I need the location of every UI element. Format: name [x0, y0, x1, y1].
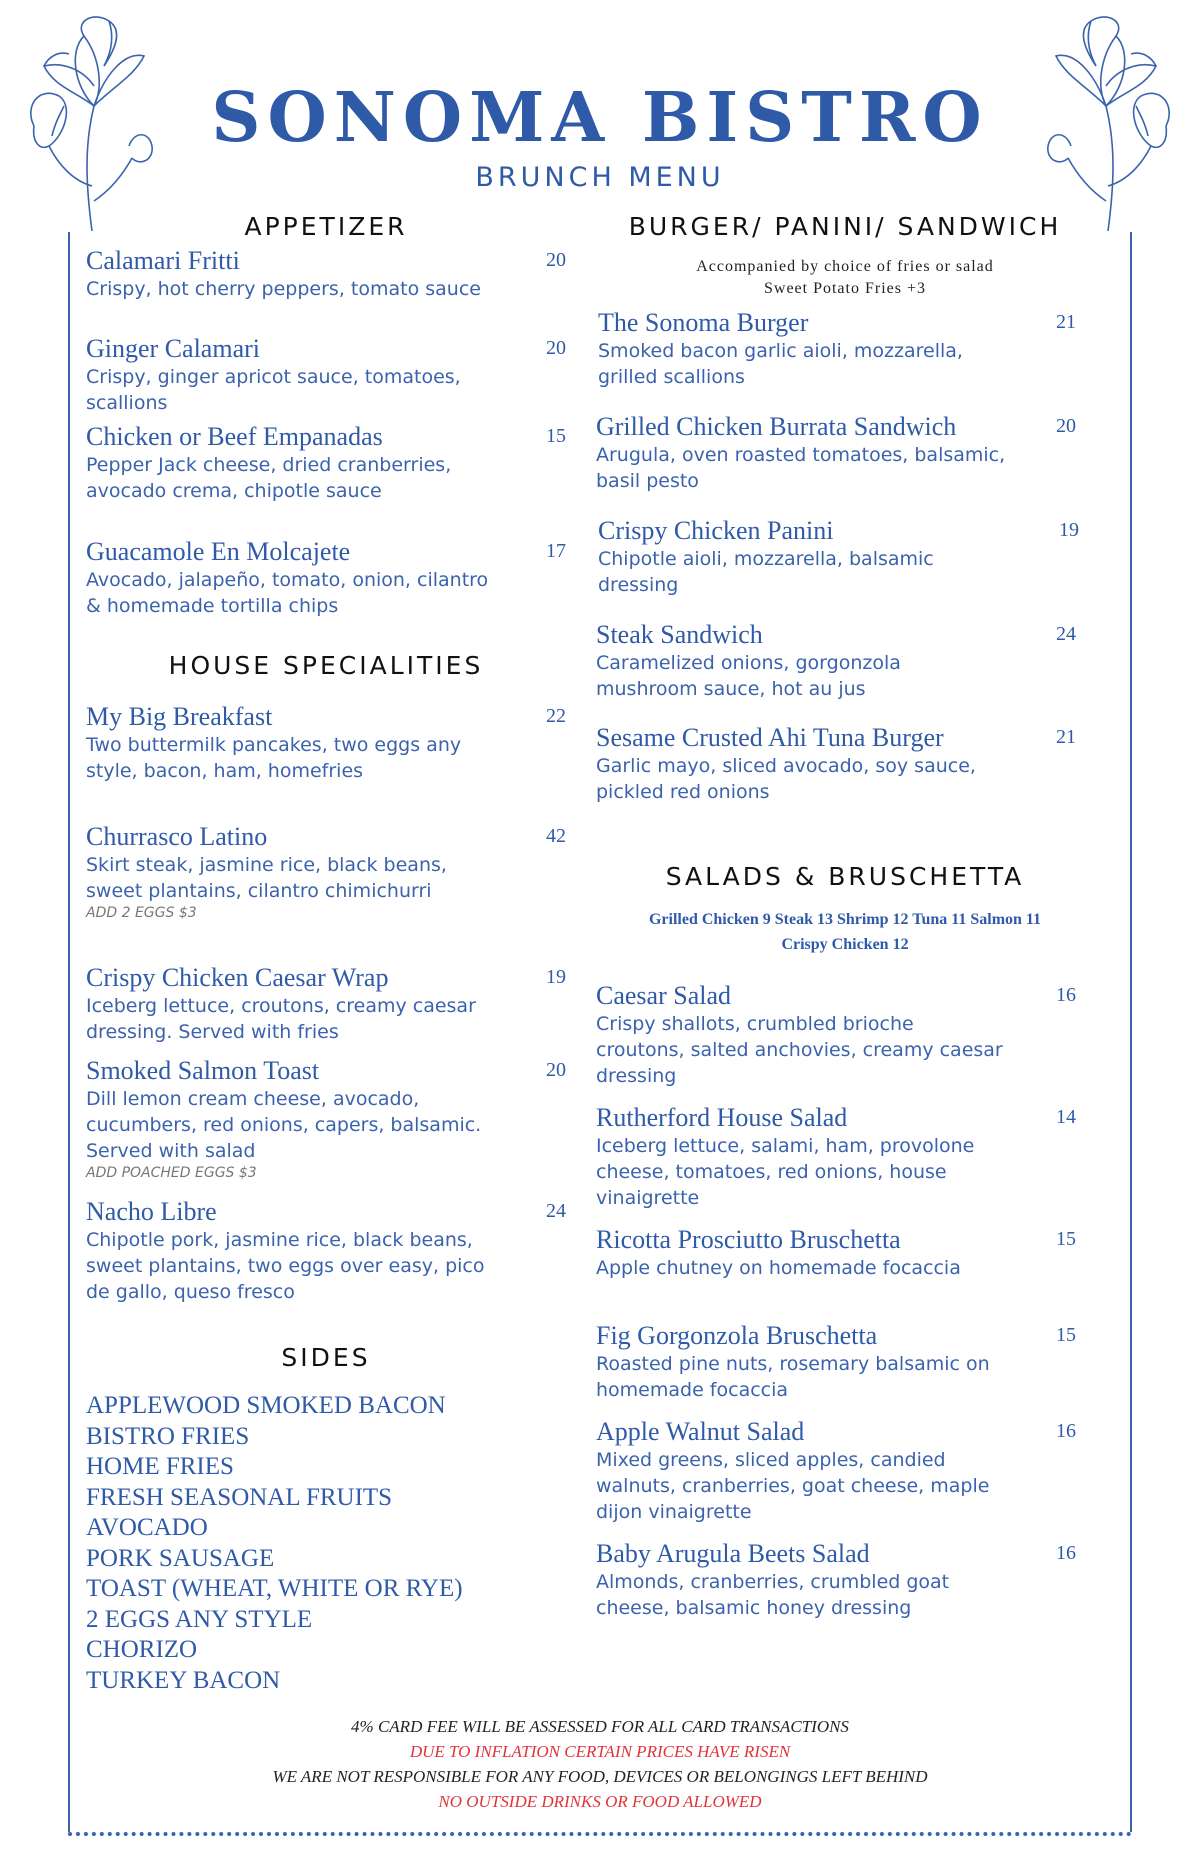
item-name: Baby Arugula Beets Salad: [596, 1539, 870, 1568]
item-description: Crispy, hot cherry peppers, tomato sauce: [86, 278, 481, 300]
side-choice-note: Accompanied by choice of fries or salad: [696, 258, 994, 275]
item-description: Iceberg lettuce, salami, ham, provolone cheese, tomatoes, red onions, house vinaigrette: [596, 1135, 975, 1209]
item-description: Mixed greens, sliced apples, candied walnuts, cranberries, goat cheese, maple dijon vinaigrette: [596, 1449, 990, 1523]
item-price: 24: [546, 1200, 566, 1222]
menu-item: [596, 1539, 1076, 1621]
item-name: Crispy Chicken Panini: [598, 516, 834, 545]
item-name: Sesame Crusted Ahi Tuna Burger: [596, 723, 944, 752]
section-heading-sides: SIDES: [281, 1343, 371, 1372]
item-name: My Big Breakfast: [86, 702, 273, 731]
item-description: Garlic mayo, sliced avocado, soy sauce, pickled red onions: [596, 755, 976, 803]
menu-item: [596, 412, 1076, 494]
item-price: 14: [1056, 1106, 1076, 1128]
menu-item: [86, 1197, 566, 1305]
inflation-notice: DUE TO INFLATION CERTAIN PRICES HAVE RISEN: [409, 1742, 791, 1761]
menu-subtitle: BRUNCH MENU: [475, 162, 725, 193]
protein-addons-line-1: Grilled Chicken 9 Steak 13 Shrimp 12 Tuna 11 Salmon 11: [648, 911, 1042, 928]
menu-item: [596, 1321, 1076, 1403]
section-heading-burger-panini-sandwich: BURGER/ PANINI/ SANDWICH: [628, 212, 1062, 241]
item-description: Avocado, jalapeño, tomato, onion, cilantro & homemade tortilla chips: [86, 569, 489, 617]
item-description: Apple chutney on homemade focaccia: [596, 1257, 961, 1279]
menu-item: [596, 1103, 1076, 1211]
item-description: Crispy shallots, crumbled brioche croutons, salted anchovies, creamy caesar dressing: [596, 1013, 1003, 1087]
menu-item: [86, 422, 566, 504]
menu-item: [596, 1225, 1076, 1281]
item-name: Ginger Calamari: [86, 334, 260, 363]
item-name: Ricotta Prosciutto Bruschetta: [596, 1225, 901, 1254]
item-price: 16: [1056, 984, 1076, 1006]
menu-item: [86, 963, 566, 1045]
item-description: Almonds, cranberries, crumbled goat cheese, balsamic honey dressing: [596, 1571, 950, 1619]
side-item: APPLEWOOD SMOKED BACON: [86, 1392, 446, 1419]
menu-item: [596, 723, 1076, 805]
menu-item: [598, 516, 1079, 598]
item-description: Smoked bacon garlic aioli, mozzarella, grilled scallions: [598, 340, 963, 388]
item-description: Skirt steak, jasmine rice, black beans, sweet plantains, cilantro chimichurri: [86, 854, 447, 902]
sides-list: [86, 1391, 463, 1696]
side-item: HOME FRIES: [86, 1453, 234, 1480]
item-name: Apple Walnut Salad: [596, 1417, 805, 1446]
item-name: Crispy Chicken Caesar Wrap: [86, 963, 389, 992]
card-fee-notice: 4% CARD FEE WILL BE ASSESSED FOR ALL CARD TRANSACTIONS: [351, 1717, 849, 1736]
side-item: BISTRO FRIES: [86, 1422, 250, 1450]
protein-addons-line-2: Crispy Chicken 12: [781, 936, 909, 953]
item-name: Nacho Libre: [86, 1197, 217, 1226]
item-price: 17: [546, 540, 566, 562]
restaurant-name: SONOMA BISTRO: [211, 78, 989, 158]
menu-item: [86, 822, 566, 922]
item-name: Fig Gorgonzola Bruschetta: [596, 1321, 878, 1350]
item-description: Two buttermilk pancakes, two eggs any style, bacon, ham, homefries: [86, 734, 462, 782]
item-price: 20: [1056, 415, 1076, 437]
side-item: TOAST (WHEAT, WHITE OR RYE): [86, 1575, 463, 1602]
item-price: 42: [546, 825, 566, 847]
item-name: Rutherford House Salad: [596, 1103, 848, 1132]
item-name: Guacamole En Molcajete: [86, 537, 351, 566]
menu-item: [598, 308, 1076, 390]
menu-item: [86, 537, 566, 619]
item-addon-note: ADD POACHED EGGS $3: [86, 1165, 257, 1181]
item-name: Churrasco Latino: [86, 822, 268, 851]
belongings-notice: WE ARE NOT RESPONSIBLE FOR ANY FOOD, DEVICES OR BELONGINGS LEFT BEHIND: [272, 1767, 928, 1786]
item-description: Roasted pine nuts, rosemary balsamic on homemade focaccia: [596, 1353, 990, 1401]
menu-item: [596, 620, 1076, 702]
item-description: Caramelized onions, gorgonzola mushroom sauce, hot au jus: [596, 652, 901, 700]
item-price: 15: [1056, 1228, 1076, 1250]
sweet-potato-fries-note: Sweet Potato Fries +3: [763, 280, 926, 297]
section-heading-salads-bruschetta: SALADS & BRUSCHETTA: [665, 862, 1025, 891]
item-description: Iceberg lettuce, croutons, creamy caesar dressing. Served with fries: [86, 995, 476, 1043]
section-heading-appetizer: APPETIZER: [244, 212, 408, 241]
item-price: 19: [546, 966, 566, 988]
menu-item: [86, 702, 566, 784]
item-description: Arugula, oven roasted tomatoes, balsamic, basil pesto: [596, 444, 1006, 492]
side-item: AVOCADO: [86, 1514, 208, 1541]
item-price: 15: [1056, 1324, 1076, 1346]
item-price: 24: [1056, 623, 1076, 645]
item-price: 20: [546, 249, 566, 271]
menu-item: [596, 981, 1076, 1089]
item-name: Smoked Salmon Toast: [86, 1056, 320, 1085]
item-price: 20: [546, 337, 566, 359]
menu-item: [596, 1417, 1076, 1525]
outside-food-notice: NO OUTSIDE DRINKS OR FOOD ALLOWED: [438, 1792, 762, 1811]
item-name: Grilled Chicken Burrata Sandwich: [596, 412, 957, 441]
item-name: Calamari Fritti: [86, 246, 240, 275]
item-name: The Sonoma Burger: [598, 308, 809, 337]
side-item: TURKEY BACON: [86, 1666, 281, 1694]
section-heading-house-specialities: HOUSE SPECIALITIES: [168, 651, 484, 680]
item-price: 21: [1056, 311, 1076, 333]
item-price: 22: [546, 705, 566, 727]
menu-item: [86, 334, 566, 416]
item-price: 16: [1056, 1420, 1076, 1442]
item-name: Caesar Salad: [596, 981, 732, 1010]
item-description: Pepper Jack cheese, dried cranberries, avocado crema, chipotle sauce: [86, 454, 452, 502]
side-item: CHORIZO: [86, 1636, 198, 1663]
side-item: 2 EGGS ANY STYLE: [86, 1605, 313, 1633]
menu-item: [86, 246, 566, 302]
item-addon-note: ADD 2 EGGS $3: [86, 905, 197, 921]
item-price: 20: [546, 1059, 566, 1081]
frame-right-border: [1130, 232, 1132, 1832]
frame-bottom-dotted-border: [68, 1832, 1132, 1836]
item-description: Chipotle pork, jasmine rice, black beans, sweet plantains, two eggs over easy, pico de gallo, queso fresco: [86, 1229, 485, 1303]
item-description: Dill lemon cream cheese, avocado, cucumbers, red onions, capers, balsamic. Served with salad: [86, 1088, 482, 1162]
item-price: 16: [1056, 1542, 1076, 1564]
side-item: FRESH SEASONAL FRUITS: [86, 1483, 393, 1511]
side-item: PORK SAUSAGE: [86, 1544, 275, 1572]
frame-left-border: [68, 232, 70, 1832]
item-price: 15: [546, 425, 566, 447]
menu-item: [86, 1056, 566, 1182]
item-price: 19: [1059, 519, 1079, 541]
item-price: 21: [1056, 726, 1076, 748]
item-description: Crispy, ginger apricot sauce, tomatoes, scallions: [86, 366, 461, 414]
item-name: Chicken or Beef Empanadas: [86, 422, 383, 451]
item-description: Chipotle aioli, mozzarella, balsamic dressing: [598, 548, 934, 596]
item-name: Steak Sandwich: [596, 620, 763, 649]
